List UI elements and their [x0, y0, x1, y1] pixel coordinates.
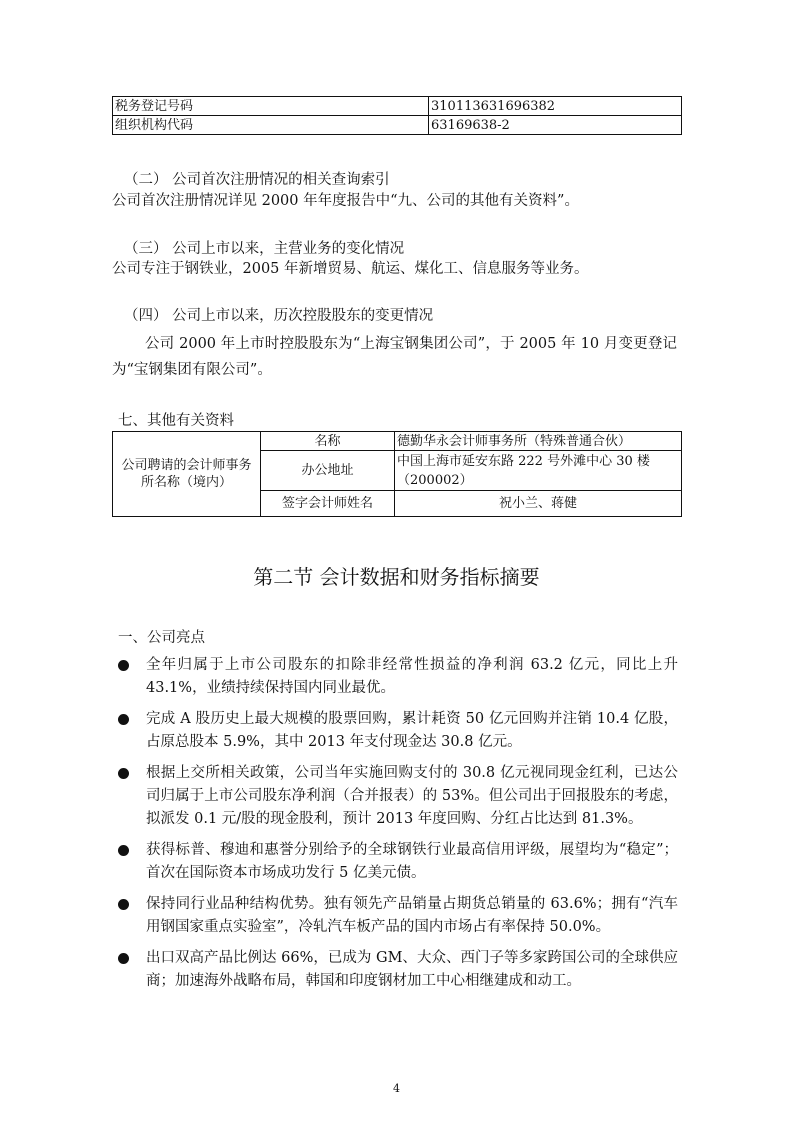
highlight-text: 保持同行业品种结构优势。独有领先产品销量占期货总销量的 63.6%；拥有“汽车用钢国家重点实验室”，冷轧汽车板产品的国内市场占有率保持 50.0%。: [146, 896, 678, 935]
section-3-body: 公司专注于钢铁业，2005 年新增贸易、航运、煤化工、信息服务等业务。: [112, 261, 589, 277]
chapter-title: 第二节 会计数据和财务指标摘要: [253, 565, 540, 589]
section-2-body: 公司首次注册情况详见 2000 年年度报告中“九、公司的其他有关资料”。: [112, 193, 579, 209]
auditor-signer-value: 祝小兰、蒋健: [395, 491, 682, 517]
list-item: [118, 947, 678, 993]
list-item: [118, 654, 678, 700]
highlight-text: 出口双高产品比例达 66%，已成为 GM、大众、西门子等多家跨国公司的全球供应商；加速海外战略布局，韩国和印度钢材加工中心相继建成和动工。: [146, 950, 678, 989]
highlight-text: 获得标普、穆迪和惠誉分别给予的全球钢铁行业最高信用评级，展望均为“稳定”；首次在国际资本市场成功发行 5 亿美元债。: [146, 842, 678, 881]
bullet-icon: [118, 768, 129, 779]
auditor-group-label: 公司聘请的会计师事务所名称（境内）: [113, 432, 261, 517]
list-item: [118, 762, 678, 831]
bullet-icon: [118, 845, 129, 856]
section-4-body: 公司 2000 年上市时控股股东为“上海宝钢集团公司”，于 2005 年 10 月变更登记为“宝钢集团有限公司”。: [112, 336, 677, 378]
table-row: [113, 97, 682, 116]
auditor-table: [112, 431, 682, 517]
bullet-icon: [118, 660, 129, 671]
section-3-heading: （三） 公司上市以来，主营业务的变化情况: [124, 241, 405, 257]
registration-table: [112, 96, 682, 135]
section-7-heading: 七、其他有关资料: [118, 413, 234, 429]
highlights-subtitle: 一、公司亮点: [118, 630, 205, 646]
section-4-heading: （四） 公司上市以来，历次控股股东的变更情况: [124, 308, 434, 324]
table-row: [113, 116, 682, 135]
highlight-text: 全年归属于上市公司股东的扣除非经常性损益的净利润 63.2 亿元，同比上升 43.1%，业绩持续保持国内同业最优。: [146, 657, 678, 696]
bullet-icon: [118, 899, 129, 910]
list-item: [118, 708, 678, 754]
auditor-name-value: 德勤华永会计师事务所（特殊普通合伙）: [395, 432, 682, 451]
tax-registration-value: 310113631696382: [429, 97, 682, 116]
highlights-list: [118, 654, 678, 1001]
tax-registration-label: 税务登记号码: [113, 97, 429, 116]
auditor-name-label: 名称: [261, 432, 395, 451]
table-row: [113, 432, 682, 451]
auditor-address-value: 中国上海市延安东路 222 号外滩中心 30 楼（200002）: [395, 451, 682, 491]
page-number: 4: [393, 1082, 400, 1095]
list-item: [118, 839, 678, 885]
bullet-icon: [118, 953, 129, 964]
org-code-value: 63169638-2: [429, 116, 682, 135]
bullet-icon: [118, 714, 129, 725]
org-code-label: 组织机构代码: [113, 116, 429, 135]
section-2-heading: （二） 公司首次注册情况的相关查询索引: [124, 172, 390, 188]
highlight-text: 根据上交所相关政策，公司当年实施回购支付的 30.8 亿元视同现金红利，已达公司归属于上市公司股东净利润（合并报表）的 53%。但公司出于回报股东的考虑，拟派发 0.1 元/股的现金股利，预计 2013 年度回购、分红占比达到 81.3%。: [146, 765, 678, 827]
highlight-text: 完成 A 股历史上最大规模的股票回购，累计耗资 50 亿元回购并注销 10.4 亿股，占原总股本 5.9%，其中 2013 年支付现金达 30.8 亿元。: [146, 711, 678, 750]
list-item: [118, 893, 678, 939]
auditor-address-label: 办公地址: [261, 451, 395, 491]
auditor-signer-label: 签字会计师姓名: [261, 491, 395, 517]
